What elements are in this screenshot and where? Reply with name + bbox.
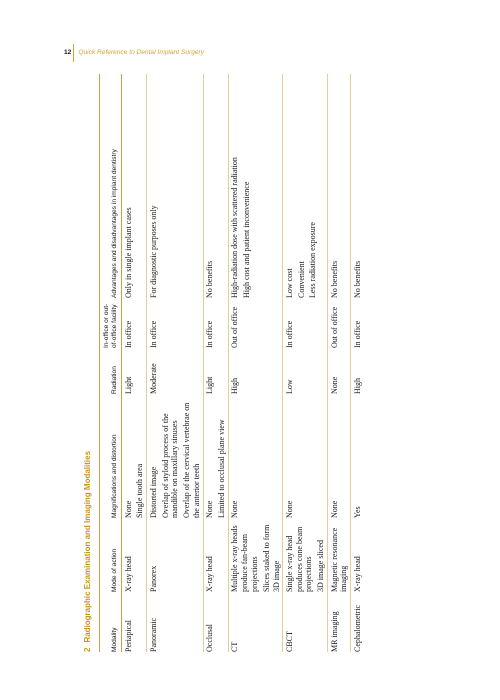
modality-cell xyxy=(283,592,328,652)
column-header: Advantages and disadvantages in implant dentistry xyxy=(103,74,122,298)
modality-cell-text: MR imaging xyxy=(329,611,339,652)
magnification-cell-line: None xyxy=(284,500,294,518)
radiation-cell-text: None xyxy=(329,376,339,394)
modality-cell xyxy=(203,592,228,652)
advantages-cell xyxy=(283,74,328,298)
magnification-cell-line: Overlap of the cervical vertebrae on the anterior teeth xyxy=(182,402,201,518)
imaging-modalities-table xyxy=(103,74,363,652)
facility-cell-text: Out of office xyxy=(230,306,240,348)
column-header: Radiation xyxy=(103,348,122,394)
mode-of-action-cell xyxy=(203,518,228,592)
facility-cell xyxy=(351,298,364,348)
magnification-cell-line: Yes xyxy=(352,506,362,518)
chapter-rule xyxy=(99,74,100,652)
facility-cell xyxy=(328,298,351,348)
modality-cell xyxy=(351,592,364,652)
advantages-cell xyxy=(228,74,282,298)
modality-cell-text: Periapical xyxy=(123,620,133,652)
advantages-cell xyxy=(147,74,203,298)
table-header-row xyxy=(103,74,122,652)
advantages-cell-line: Low cost xyxy=(284,268,294,298)
radiation-cell-text: Low xyxy=(284,379,294,394)
radiation-cell xyxy=(328,348,351,394)
facility-cell xyxy=(228,298,282,348)
book-title: Quick Reference to Dental Implant Surgery xyxy=(78,49,205,56)
facility-cell-text: In office xyxy=(148,320,158,348)
column-header: In-office or out-of-office facility xyxy=(103,298,122,348)
facility-cell-text: In office xyxy=(123,320,133,348)
magnification-cell-line: Single tooth area xyxy=(135,463,145,518)
advantages-cell-line: No benefits xyxy=(352,260,362,298)
radiation-cell-text: Light xyxy=(205,376,215,394)
radiation-cell-text: Moderate xyxy=(148,363,158,394)
mode-of-action-cell-line: X-ray head xyxy=(123,556,133,592)
modality-cell-text: CT xyxy=(230,641,240,652)
mode-of-action-cell-line: X-ray head xyxy=(352,556,362,592)
magnification-cell-line: Distorted image xyxy=(148,466,158,518)
mode-of-action-cell-line: 3D image sliced xyxy=(316,540,326,592)
column-header: Modality xyxy=(103,592,122,652)
radiation-cell xyxy=(147,348,203,394)
table-row xyxy=(147,74,203,652)
advantages-cell-line: For diagnostic purposes only xyxy=(148,205,158,298)
magnification-cell xyxy=(328,394,351,518)
column-header: Mode of action xyxy=(103,518,122,592)
magnification-cell-line: None xyxy=(329,500,339,518)
facility-cell-text: In office xyxy=(284,320,294,348)
facility-cell xyxy=(122,298,147,348)
table-row xyxy=(351,74,364,652)
facility-cell xyxy=(283,298,328,348)
mode-of-action-cell xyxy=(147,518,203,592)
mode-of-action-cell xyxy=(351,518,364,592)
modality-cell-text: CBCT xyxy=(284,631,294,652)
advantages-cell-line: High-radiation dose with scattered radiation xyxy=(230,157,240,298)
radiation-cell-text: High xyxy=(352,378,362,394)
advantages-cell-line: Only in single implant cases xyxy=(123,207,133,298)
magnification-cell xyxy=(351,394,364,518)
advantages-cell xyxy=(351,74,364,298)
facility-cell-text: In office xyxy=(205,320,215,348)
chapter-heading xyxy=(81,451,95,652)
chapter-number: 2 xyxy=(83,647,92,652)
table-row xyxy=(283,74,328,652)
modality-cell-text: Cephalometric xyxy=(352,604,362,652)
table-row xyxy=(122,74,147,652)
facility-cell-text: In office xyxy=(352,320,362,348)
table-row xyxy=(203,74,228,652)
advantages-cell-line: Convenient xyxy=(296,261,306,298)
mode-of-action-cell-line: Magnetic resonance imaging xyxy=(329,527,349,592)
magnification-cell xyxy=(283,394,328,518)
mode-of-action-cell xyxy=(228,518,282,592)
advantages-cell xyxy=(328,74,351,298)
mode-of-action-cell-line: X-ray head xyxy=(205,556,215,592)
facility-cell xyxy=(147,298,203,348)
radiation-cell xyxy=(203,348,228,394)
advantages-cell-line: No benefits xyxy=(329,260,339,298)
magnification-cell xyxy=(228,394,282,518)
facility-cell-text: Out of office xyxy=(329,306,339,348)
radiation-cell xyxy=(228,348,282,394)
mode-of-action-cell xyxy=(122,518,147,592)
modality-cell xyxy=(147,592,203,652)
mode-of-action-cell-line: Multiple x-ray heads produce fan-beam projections xyxy=(230,525,259,592)
magnification-cell-line: None xyxy=(123,500,133,518)
modality-cell xyxy=(228,592,282,652)
chapter-title: Radiographic Examination and Imaging Modalities xyxy=(83,450,92,643)
table-body xyxy=(122,74,364,652)
magnification-cell xyxy=(147,394,203,518)
rotated-page-content xyxy=(81,74,461,652)
table-row xyxy=(228,74,282,652)
radiation-cell-text: Light xyxy=(123,376,133,394)
magnification-cell xyxy=(203,394,228,518)
magnification-cell-line: Limited to occlusal plane view xyxy=(217,419,227,518)
modality-cell-text: Occlusal xyxy=(205,624,215,652)
advantages-cell xyxy=(122,74,147,298)
advantages-cell-line: Less radiation exposure xyxy=(308,222,318,298)
table-row xyxy=(328,74,351,652)
radiation-cell-text: High xyxy=(230,378,240,394)
mode-of-action-cell xyxy=(328,518,351,592)
radiation-cell xyxy=(283,348,328,394)
radiation-cell xyxy=(122,348,147,394)
column-header: Magnifications and distortion xyxy=(103,394,122,518)
radiation-cell xyxy=(351,348,364,394)
mode-of-action-cell-line: Single x-ray head produces cone beam projections xyxy=(284,526,314,592)
running-header xyxy=(64,46,444,60)
magnification-cell xyxy=(122,394,147,518)
mode-of-action-cell-line: Panorex xyxy=(148,565,158,592)
modality-cell xyxy=(122,592,147,652)
mode-of-action-cell-line: Slices staked to form 3D image xyxy=(261,524,281,592)
magnification-cell-line: Overlap of styloid process of the mandible on maxillary sinuses xyxy=(160,413,180,518)
modality-cell xyxy=(328,592,351,652)
magnification-cell-line: None xyxy=(230,500,240,518)
page-number: 12 xyxy=(64,49,72,56)
facility-cell xyxy=(203,298,228,348)
advantages-cell-line: High cost and patient inconvenience xyxy=(242,181,252,298)
mode-of-action-cell xyxy=(283,518,328,592)
advantages-cell xyxy=(203,74,228,298)
modality-cell-text: Panoramic xyxy=(148,617,158,652)
magnification-cell-line: None xyxy=(205,500,215,518)
advantages-cell-line: No benefits xyxy=(205,260,215,298)
